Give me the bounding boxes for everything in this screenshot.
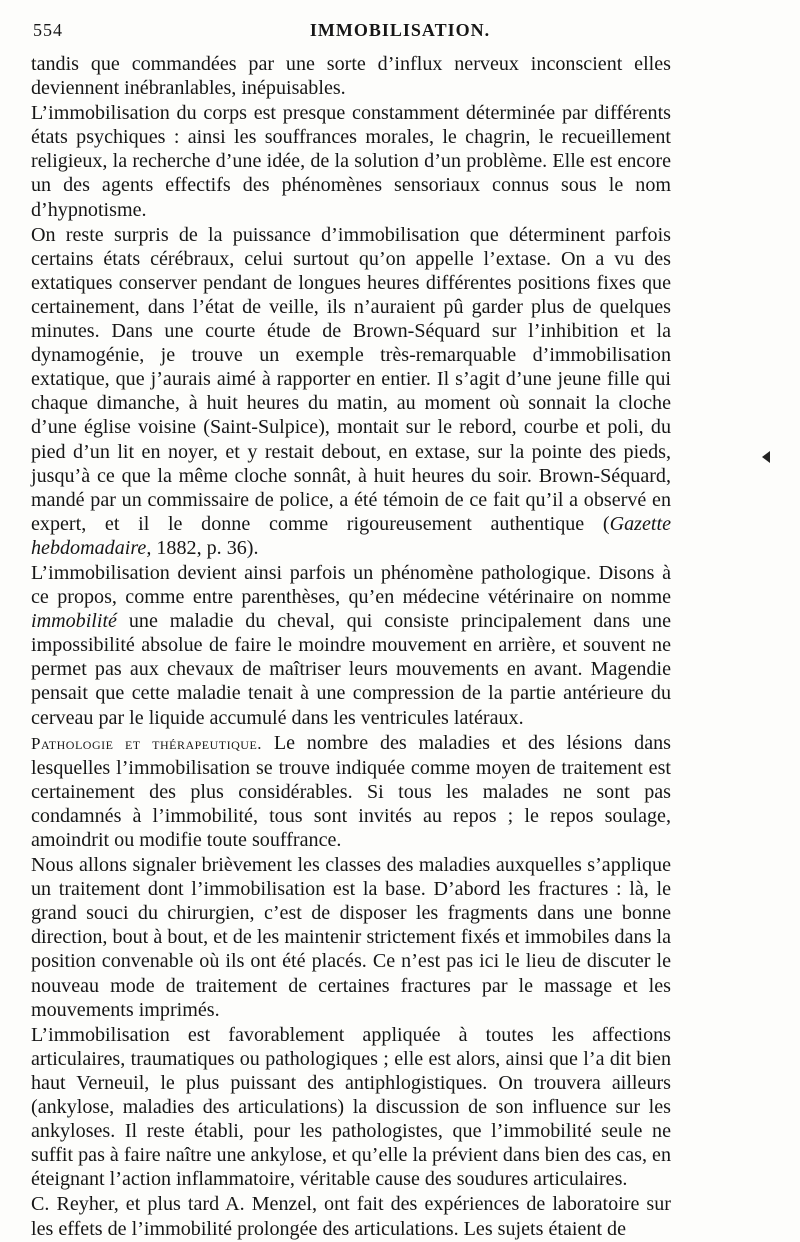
page-number: 554 [33,20,63,40]
term-italic: immobilité [31,610,117,633]
margin-arrow-icon [762,451,770,463]
paragraph-4: L’immobilisation devient ainsi parfois un phénomène pathologique. Disons à ce propos, comme entre parenthèses, qu’en médecine vétérinaire on nomme immobilité une maladie du cheval, qui consiste principalement dans une impossibilité absolue de faire le moindre mouvement en arrière, et souvent ne permet pas aux chevaux de maîtriser leurs mouvements en avant. Magendie pensait que cette maladie tenait à une compression de la partie antérieure du cerveau par le liquide accumulé dans les ventricules latéraux. [31,561,671,729]
running-head: IMMOBILISATION. [309,20,491,40]
paragraph-7: L’immobilisation est favorablement appliquée à toutes les affections articulaires, traumatiques ou pathologiques ; elle est alors, ainsi que l’a dit bien haut Verneuil, le plus puissant des antiphlogistiques. On trouvera ailleurs (ankylose, maladies des articulations) la discussion de son influence sur les ankyloses. Il reste établi, pour les pathologistes, que l’immobilité seule ne suffit pas à faire naître une ankylose, et qu’elle la prévient dans bien des cas, en éteignant l’action inflammatoire, véritable cause des soudures articulaires. [31,1023,671,1191]
paragraph-1: tandis que commandées par une sorte d’influx nerveux inconscient elles deviennent inébranlables, inépuisables. [31,53,671,100]
section-heading: Pathologie et thérapeutique. [31,733,263,753]
paragraph-8: C. Reyher, et plus tard A. Menzel, ont fait des expériences de laboratoire sur les effets de l’immobilité prolongée des articulations. Les sujets étaient de [31,1193,671,1240]
page-header [33,20,767,50]
paragraph-2: L’immobilisation du corps est presque constamment déterminée par différents états psychiques : ainsi les souffrances morales, le chagrin, le recueillement religieux, la recherche d’une idée, de la solution d’un problème. Elle est encore un des agents effectifs des phénomènes sensoriaux connus sous le nom d’hypnotisme. [31,102,671,221]
paragraph-6: Nous allons signaler brièvement les classes des maladies auxquelles s’applique un traitement dont l’immobilisation est la base. D’abord les fractures : là, le grand souci du chirurgien, c’est de disposer les fragments dans une bonne direction, bout à bout, et de les maintenir strictement fixés et immobiles dans la position convenable où ils ont été placés. Ce n’est pas ici le lieu de discuter le nouveau mode de traitement de certaines fractures par le massage et les mouvements imprimés. [31,854,671,1021]
citation-italic: Gazette hebdomadaire, [31,512,671,559]
body-text [31,52,671,1242]
paragraph-3: On reste surpris de la puissance d’immobilisation que déterminent parfois certains états cérébraux, celui surtout qu’on appelle l’extase. On a vu des extatiques conserver pendant de longues heures différentes positions fixes que certainement, dans l’état de veille, ils n’auraient pû garder plus de quelques minutes. Dans une courte étude de Brown-Séquard sur l’inhibition et la dynamogénie, je trouve un exemple très-remarquable d’immobilisation extatique, que j’aurais aimé à rapporter en entier. Il s’agit d’une jeune fille qui chaque dimanche, à huit heures du matin, au moment où sonnait la cloche d’une église voisine (Saint-Sulpice), montait sur le rebord, courbe et poli, du pied d’un lit en noyer, et y restait debout, en extase, sur la pointe des pieds, jusqu’à ce que la même cloche sonnât, à huit heures du soir. Brown-Séquard, mandé par un commissaire de police, a été témoin de ce fait qu’il a observé en expert, et il le donne comme rigoureusement authentique (Gazette hebdomadaire, 1882, p. 36). [31,223,671,559]
paragraph-5: Pathologie et thérapeutique. Le nombre des maladies et des lésions dans lesquelles l’immobilisation se trouve indiquée comme moyen de traitement est certainement des plus considérables. Si tous les malades ne sont pas condamnés à l’immobilité, tous sont invités au repos ; le repos soulage, amoindrit ou modifie toute souffrance. [31,731,671,851]
